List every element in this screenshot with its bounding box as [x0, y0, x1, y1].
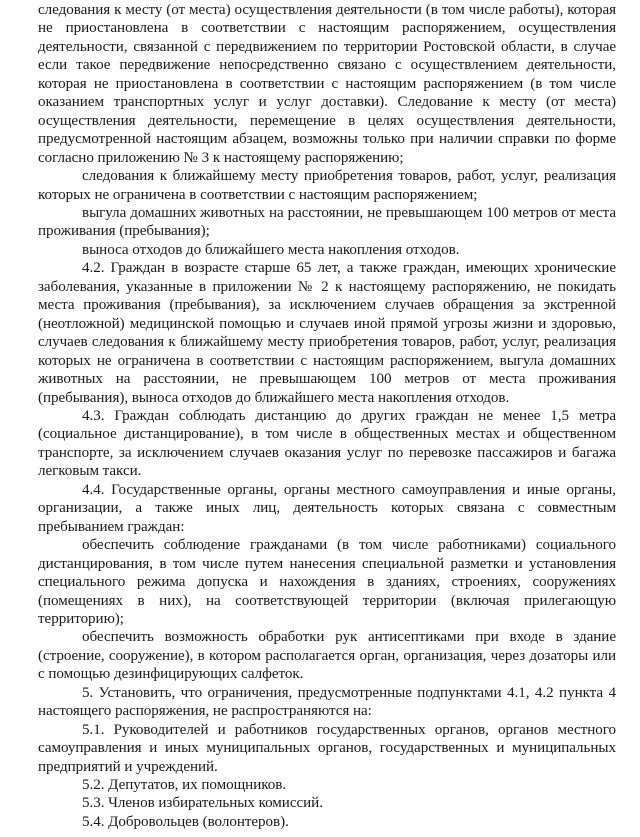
paragraph-5-1: 5.1. Руководителей и работников государственных органов, органов местного самоуправления и иных муниципальных органов, государственных и муниципальных предприятий и учреждений.: [38, 721, 616, 775]
paragraph-5-3: 5.3. Членов избирательных комиссий.: [82, 795, 323, 812]
paragraph-5-4: 5.4. Добровольцев (волонтеров).: [82, 813, 289, 830]
paragraph-4-4: 4.4. Государственные органы, органы местного самоуправления и иные органы, организации, а также иных лиц, деятельность которых связана с совместным пребыванием граждан:: [38, 481, 616, 535]
paragraph-distancing: обеспечить соблюдение гражданами (в том числе работниками) социального дистанцирования, в том числе путем нанесения специальной разметки и установления специального режима допуска и нахождения в зданиях, строениях, сооружениях (помещениях в них), на соответствующей территории (включая прилегающую территорию);: [38, 537, 616, 627]
paragraph-5-2: 5.2. Депутатов, их помощников.: [82, 777, 287, 794]
paragraph-nearest-shop: следования к ближайшему месту приобретения товаров, работ, услуг, реализация которых не ограничена в соответствии с настоящим распоряжением;: [38, 168, 616, 203]
paragraph-5: 5. Установить, что ограничения, предусмотренные подпунктами 4.1, 4.2 пункта 4 настоящего распоряжения, не распространяются на:: [38, 684, 616, 720]
paragraph-pet-walking: выгула домашних животных на расстоянии, не превышающем 100 метров от места проживания (пребывания);: [38, 204, 616, 240]
document-body: [38, 1, 616, 831]
paragraph-work-travel: следования к месту (от места) осуществления деятельности (в том числе работы), которая не приостановлена в соответствии с настоящим распоряжением, осуществления деятельности, связанной с передвижением по территории Ростовской области, в случае если такое передвижение непосредственно связано с осуществлением деятельности, которая не приостановлена в соответствии с настоящим распоряжением (в том числе оказанием транспортных услуг и услуг доставки). Следование к месту (от места) осуществления деятельности, перемещение в целях осуществления деятельности, предусмотренной настоящим абзацем, возможны только при наличии справки по форме согласно приложению № 3 к настоящему распоряжению;: [38, 2, 616, 166]
paragraph-4-2: 4.2. Граждан в возрасте старше 65 лет, а также граждан, имеющих хронические заболевания, указанные в приложении № 2 к настоящему распоряжению, не покидать места проживания (пребывания), за исключением случаев обращения за экстренной (неотложной) медицинской помощью и случаев иной прямой угрозы жизни и здоровью, случаев следования к ближайшему месту приобретения товаров, работ, услуг, реализация которых не ограничена в соответствии с настоящим распоряжением, выгула домашних животных на расстоянии, не превышающем 100 метров от места проживания (пребывания), выноса отходов до ближайшего места накопления отходов.: [38, 260, 616, 406]
paragraph-sanitizing: обеспечить возможность обработки рук антисептиками при входе в здание (строение, сооружение), в котором располагается орган, организация, через дозаторы или с помощью дезинфицирующих салфеток.: [38, 629, 616, 683]
paragraph-waste-disposal: выноса отходов до ближайшего места накопления отходов.: [82, 241, 460, 258]
paragraph-4-3: 4.3. Граждан соблюдать дистанцию до других граждан не менее 1,5 метра (социальное дистанцирование), в том числе в общественных местах и общественном транспорте, за исключением случаев оказания услуг по перевозке пассажиров и багажа легковым такси.: [38, 407, 616, 480]
